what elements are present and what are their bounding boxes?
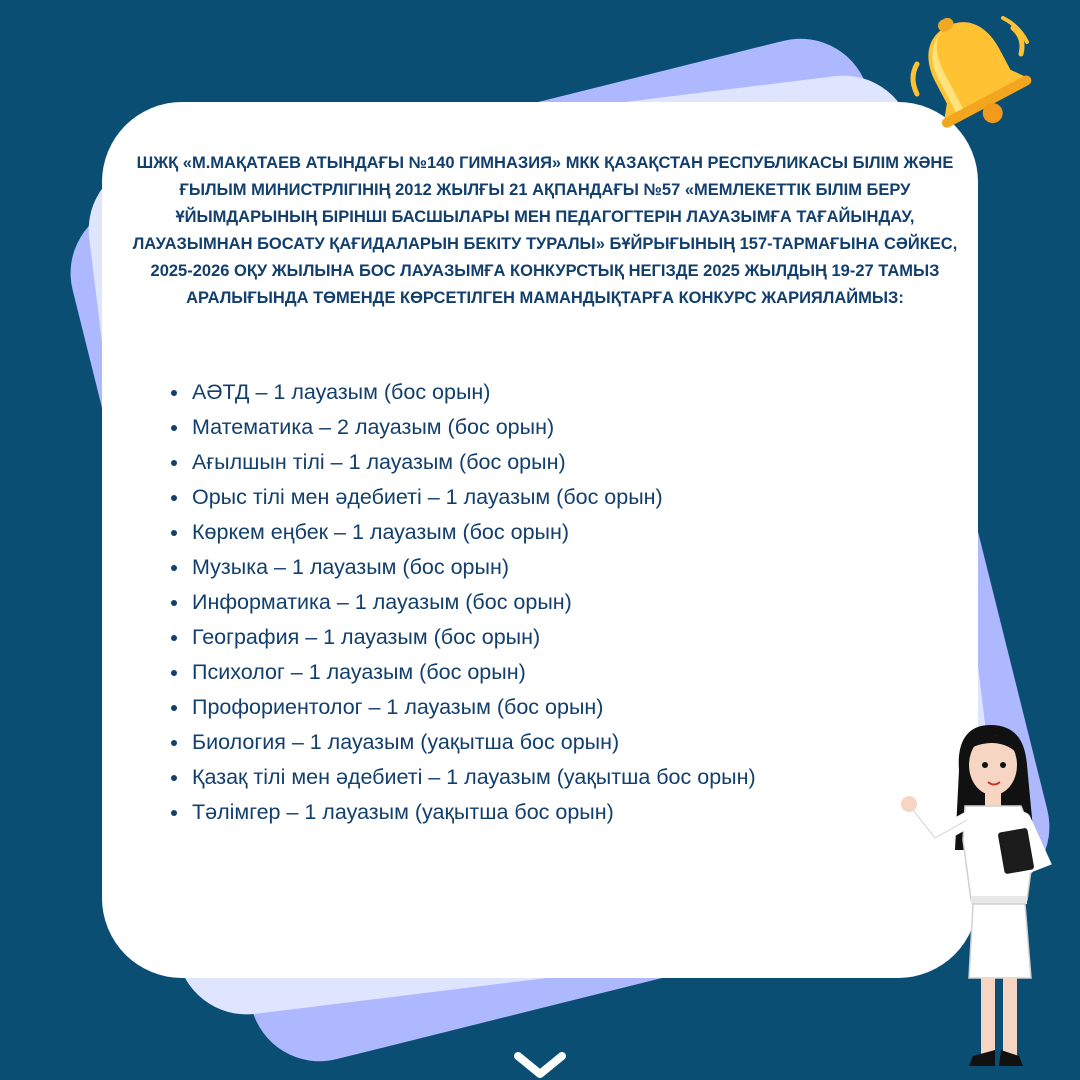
vacancy-item: • Профориентолог – 1 лауазым (бос орын) (190, 690, 950, 725)
vacancy-item: • Математика – 2 лауазым (бос орын) (190, 410, 950, 445)
vacancy-item: • Биология – 1 лауазым (уақытша бос орын) (190, 725, 950, 760)
vacancy-item: • Психолог – 1 лауазым (бос орын) (190, 655, 950, 690)
vacancy-item: • Көркем еңбек – 1 лауазым (бос орын) (190, 515, 950, 550)
chevron-down-icon[interactable] (512, 1050, 568, 1080)
vacancy-item: • Информатика – 1 лауазым (бос орын) (190, 585, 950, 620)
vacancy-item: • Ағылшын тілі – 1 лауазым (бос орын) (190, 445, 950, 480)
vacancy-item: • АӘТД – 1 лауазым (бос орын) (190, 375, 950, 410)
vacancy-item: • Тәлімгер – 1 лауазым (уақытша бос орын) (190, 795, 950, 830)
vacancy-item: • Музыка – 1 лауазым (бос орын) (190, 550, 950, 585)
teacher-illustration (895, 710, 1075, 1080)
vacancy-list (150, 375, 950, 830)
announcement-heading: ШЖҚ «М.МАҚАТАЕВ АТЫНДАҒЫ №140 ГИМНАЗИЯ» МКК ҚАЗАҚСТАН РЕСПУБЛИКАСЫ БІЛІМ ЖӘНЕ ҒЫЛЫМ МИНИСТРЛІГІНІҢ 2012 ЖЫЛҒЫ 21 АҚПАНДАҒЫ №57 «МЕМЛЕКЕТТІК БІЛІМ БЕРУ ҰЙЫМДАРЫНЫҢ БІРІНШІ БАСШЫЛАРЫ МЕН ПЕДАГОГТЕРІН ЛАУАЗЫМҒА ТАҒАЙЫНДАУ, ЛАУАЗЫМНАН БОСАТУ ҚАҒИДАЛАРЫН БЕКІТУ ТУРАЛЫ» БҰЙРЫҒЫНЫҢ 157-ТАРМАҒЫНА СӘЙКЕС, 2025-2026 ОҚУ ЖЫЛЫНА БОС ЛАУАЗЫМҒА КОНКУРСТЫҚ НЕГІЗДЕ 2025 ЖЫЛДЫҢ 19-27 ТАМЫЗ АРАЛЫҒЫНДА ТӨМЕНДЕ КӨРСЕТІЛГЕН МАМАНДЫҚТАРҒА КОНКУРС ЖАРИЯЛАЙМЫЗ: (132, 154, 958, 307)
vacancy-item: • Орыс тілі мен әдебиеті – 1 лауазым (бос орын) (190, 480, 950, 515)
bell-icon (895, 8, 1040, 138)
vacancy-item: • География – 1 лауазым (бос орын) (190, 620, 950, 655)
vacancy-item: • Қазақ тілі мен әдебиеті – 1 лауазым (уақытша бос орын) (190, 760, 950, 795)
